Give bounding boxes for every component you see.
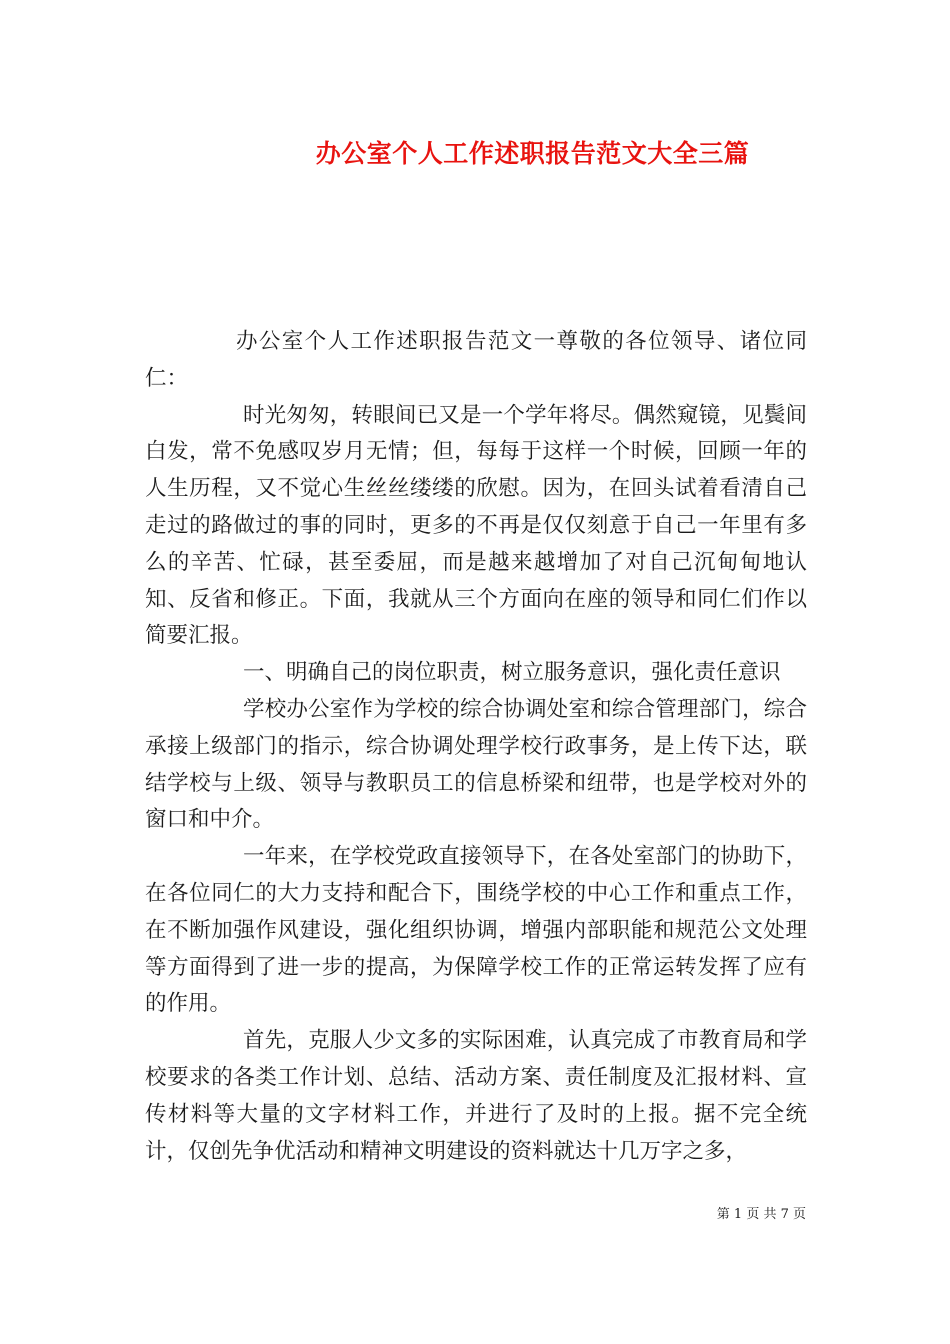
- section-heading-1: 一、明确自己的岗位职责，树立服务意识，强化责任意识: [243, 660, 781, 686]
- paragraph-first-point: 首先，克服人少文多的实际困难，认真完成了市教育局和学校要求的各类工作计划、总结、活动方案、责任制度及汇报材料、宣传材料等大量的文字材料工作，并进行了及时的上报。据不完全统计，仅创先争优活动和精神文明建设的资料就达十几万字之多，: [145, 1028, 807, 1164]
- paragraph-salutation: 办公室个人工作述职报告范文一尊敬的各位领导、诸位同仁：: [145, 329, 807, 391]
- document-body: [145, 324, 807, 1170]
- paragraph-intro: 时光匆匆，转眼间已又是一个学年将尽。偶然窥镜，见鬓间白发，常不免感叹岁月无情；但，每每于这样一个时候，回顾一年的人生历程，又不觉心生丝丝缕缕的欣慰。因为，在回头试着看清自己走过的路做过的事的同时，更多的不再是仅仅刻意于自己一年里有多么的辛苦、忙碌，甚至委屈，而是越来越增加了对自己沉甸甸地认知、反省和修正。下面，我就从三个方面向在座的领导和同仁们作以简要汇报。: [145, 402, 807, 649]
- page-footer: 第 1 页 共 7 页: [716, 1207, 806, 1222]
- paragraph-office-role: 学校办公室作为学校的综合协调处室和综合管理部门，综合承接上级部门的指示，综合协调处理学校行政事务，是上传下达，联结学校与上级、领导与教职员工的信息桥梁和纽带，也是学校对外的窗口和中介。: [145, 696, 807, 833]
- paragraph-year-review: 一年来，在学校党政直接领导下，在各处室部门的协助下，在各位同仁的大力支持和配合下，围绕学校的中心工作和重点工作，在不断加强作风建设，强化组织协调，增强内部职能和规范公文处理等方面得到了进一步的提高，为保障学校工作的正常运转发挥了应有的作用。: [145, 844, 807, 1017]
- document-title: 办公室个人工作述职报告范文大全三篇: [315, 139, 750, 168]
